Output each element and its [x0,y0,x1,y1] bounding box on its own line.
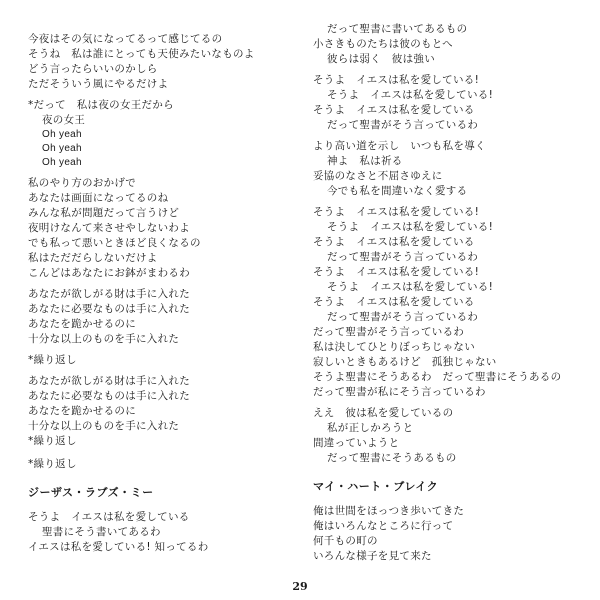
lyric-line: 妥協のなさと不屈さゆえに [313,170,443,182]
lyric-line: 今夜はその気になってるって感じてるの [28,33,223,45]
lyric-line: そうよ イエスは私を愛している! [327,221,494,233]
lyric-line: イエスは私を愛している! 知ってるわ [28,541,209,553]
lyric-line: 私のやり方のおかげで [28,177,136,189]
lyric-line: 私が正しかろうと [327,422,414,434]
song-title: マイ・ハート・ブレイク [313,480,439,493]
lyric-line: そうよ イエスは私を愛している [313,104,475,116]
lyric-line: より高い道を示し いつも私を導く [313,140,486,152]
lyric-line: 彼らは弱く 彼は強い [327,53,435,65]
lyric-line: そうよ イエスは私を愛している! [313,266,480,278]
lyric-line: 十分な以上のものを手に入れた [28,333,180,345]
lyric-line: あなたを跪かせるのに [28,318,136,330]
lyric-line: あなたに必要なものは手に入れた [28,390,190,402]
lyric-line: そうよ イエスは私を愛している! [313,206,480,218]
lyric-line: そうね 私は誰にとっても天使みたいなものよ [28,48,255,60]
lyric-line: 何千もの町の [313,535,378,547]
lyric-line: 私はただだらしないだけよ [28,252,158,264]
lyric-line: そうよ イエスは私を愛している! [327,89,494,101]
lyric-line: そうよ イエスは私を愛している [313,236,475,248]
lyric-line: いろんな様子を見て来た [313,550,432,562]
lyric-line: 十分な以上のものを手に入れた [28,420,180,432]
lyric-line: そうよ聖書にそうあるわ だって聖書にそうあるの [313,371,562,383]
lyric-line: 寂しいときもあるけど 孤独じゃない [313,356,497,368]
lyric-line: Oh yeah [42,129,82,140]
lyric-line: あなたが欲しがる財は手に入れた [28,375,190,387]
lyric-line: 俺は世間をほっつき歩いてきた [313,505,465,517]
lyric-line: だって聖書がそう言っているわ [327,251,479,263]
lyric-line: あなたが欲しがる財は手に入れた [28,288,190,300]
lyric-line: 今でも私を間違いなく愛する [327,185,468,197]
lyric-line: こんどはあなたにお鉢がまわるわ [28,267,190,279]
lyric-line: あなたは画面になってるのね [28,192,169,204]
lyric-line: 神よ 私は祈る [327,155,403,167]
lyric-line: そうよ イエスは私を愛している [28,511,190,523]
lyric-line: だって聖書がそう言っているわ [327,119,479,131]
lyric-line: Oh yeah [42,157,82,168]
lyric-line: でも私って悪いときほど良くなるの [28,237,201,249]
lyric-line: だって聖書がそう言っているわ [313,326,465,338]
lyric-line: 私は決してひとりぼっちじゃない [313,341,475,353]
lyric-line: だって聖書が私にそう言っているわ [313,386,486,398]
lyric-line: だって聖書に書いてあるもの [327,23,468,35]
lyric-line: ええ 彼は私を愛しているの [313,407,454,419]
lyric-line: *だって 私は夜の女王だから [28,99,174,111]
lyric-line: *繰り返し [28,354,77,366]
lyric-line: 夜明けなんて来させやしないわよ [28,222,190,234]
lyric-line: どう言ったらいいのかしら [28,63,158,75]
lyric-line: 小さきものたちは彼のもとへ [313,38,453,50]
lyric-line: *繰り返し [28,435,77,447]
lyric-line: だって聖書がそう言っているわ [327,311,479,323]
lyric-line: Oh yeah [42,143,82,154]
lyric-line: 聖書にそう書いてあるわ [42,526,161,538]
lyric-line: そうよ イエスは私を愛している [313,296,475,308]
lyric-line: そうよ イエスは私を愛している! [313,74,480,86]
lyric-line: 俺はいろんなところに行って [313,520,454,532]
lyric-line: だって聖書にそうあるもの [327,452,457,464]
lyric-line: あなたを跪かせるのに [28,405,136,417]
lyric-line: *繰り返し [28,458,77,470]
lyric-line: ただそういう風にやるだけよ [28,78,169,90]
page-number: 29 [292,580,308,593]
lyric-line: 間違っていようと [313,437,400,449]
lyric-line: あなたに必要なものは手に入れた [28,303,190,315]
lyric-line: 夜の女王 [42,114,86,126]
lyric-line: そうよ イエスは私を愛している! [327,281,494,293]
song-title: ジーザス・ラブズ・ミー [28,486,154,499]
lyric-line: みんな私が問題だって言うけど [28,207,180,219]
